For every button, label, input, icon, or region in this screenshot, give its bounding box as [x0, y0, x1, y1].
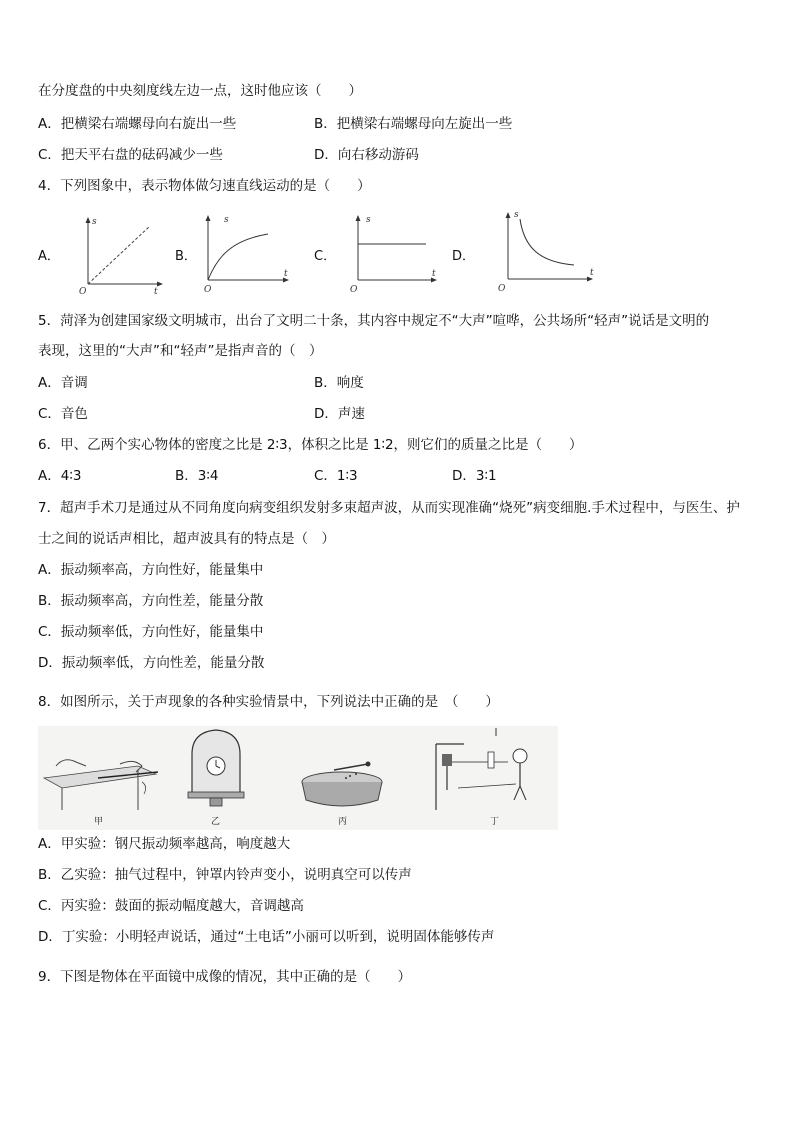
q4-graph-c — [346, 210, 442, 296]
q5-stem-line1: 5．菏泽为创建国家级文明城市，出台了文明二十条，其内容中规定不“大声”喧哗，公共场所“轻声”说话是文明的 — [38, 313, 710, 329]
q8-experiment-figure — [38, 726, 558, 830]
q8-option-d: D．丁实验：小明轻声说话，通过“土电话”小丽可以听到，说明固体能够传声 — [38, 929, 495, 945]
q5-option-d: D．声速 — [314, 406, 365, 422]
q6-option-a: A．4∶3 — [38, 468, 82, 484]
axis-origin: O — [79, 287, 87, 296]
q8-option-b: B．乙实验：抽气过程中，钟罩内铃声变小，说明真空可以传声 — [38, 867, 412, 883]
caption-yi: 乙 — [211, 817, 221, 827]
q3-option-c: C．把天平右盘的砝码减少一些 — [38, 147, 223, 163]
caption-ding: 丁 — [490, 817, 500, 827]
q4-graph-b — [198, 210, 294, 296]
axis-origin: O — [204, 285, 212, 295]
caption-jia: 甲 — [94, 817, 104, 827]
q6-option-c: C．1∶3 — [314, 468, 358, 484]
q5-option-b: B．响度 — [314, 375, 364, 391]
q4-graph-d — [494, 207, 600, 295]
q6-option-d: D．3∶1 — [452, 468, 497, 484]
q7-option-a: A．振动频率高，方向性好，能量集中 — [38, 562, 264, 578]
q5-option-c: C．音色 — [38, 406, 88, 422]
q4-label-c: C． — [314, 249, 337, 264]
axis-t: t — [590, 268, 594, 278]
experiment-yi-illustration — [188, 730, 244, 806]
axis-t: t — [284, 269, 288, 279]
q4-label-b: B． — [175, 249, 197, 264]
q3-stem-continuation: 在分度盘的中央刻度线左边一点，这时他应该（ ） — [38, 83, 362, 99]
q3-option-d: D．向右移动游码 — [314, 147, 419, 163]
q4-label-d: D． — [452, 249, 476, 264]
q3-option-b: B．把横梁右端螺母向左旋出一些 — [314, 116, 513, 132]
caption-bing: 丙 — [338, 817, 348, 827]
q7-stem-line2: 士之间的说话声相比，超声波具有的特点是（ ） — [38, 531, 335, 547]
q8-stem: 8．如图所示，关于声现象的各种实验情景中，下列说法中正确的是 （ ） — [38, 694, 499, 710]
q6-stem: 6．甲、乙两个实心物体的密度之比是 2∶3，体积之比是 1∶2，则它们的质量之比是（ ） — [38, 437, 583, 453]
q8-option-c: C．丙实验：鼓面的振动幅度越大，音调越高 — [38, 898, 304, 914]
axis-origin: O — [498, 284, 506, 294]
q7-option-b: B．振动频率高，方向性差，能量分散 — [38, 593, 264, 609]
q5-stem-line2: 表现，这里的“大声”和“轻声”是指声音的（ ） — [38, 343, 323, 359]
q7-stem-line1: 7．超声手术刀是通过从不同角度向病变组织发射多束超声波，从而实现准确“烧死”病变细胞.手术过程中，与医生、护 — [38, 500, 740, 516]
q8-option-a: A．甲实验：钢尺振动频率越高，响度越大 — [38, 836, 291, 852]
q4-stem: 4．下列图象中，表示物体做匀速直线运动的是（ ） — [38, 178, 371, 194]
axis-t: t — [432, 269, 436, 279]
q5-option-a: A．音调 — [38, 375, 88, 391]
q7-option-c: C．振动频率低，方向性好，能量集中 — [38, 624, 264, 640]
q7-option-d: D．振动频率低，方向性差，能量分散 — [38, 655, 265, 671]
axis-s: s — [224, 215, 229, 225]
axis-s: s — [514, 210, 519, 220]
axis-origin: O — [350, 285, 358, 295]
axis-s: s — [366, 215, 371, 225]
q9-stem: 9．下图是物体在平面镜中成像的情况，其中正确的是（ ） — [38, 969, 412, 985]
q4-label-a: A． — [38, 249, 60, 264]
q4-graph-a — [70, 214, 166, 296]
q6-option-b: B．3∶4 — [175, 468, 219, 484]
q3-option-a: A．把横梁右端螺母向右旋出一些 — [38, 116, 237, 132]
axis-t: t — [154, 287, 158, 296]
axis-s: s — [92, 217, 97, 227]
